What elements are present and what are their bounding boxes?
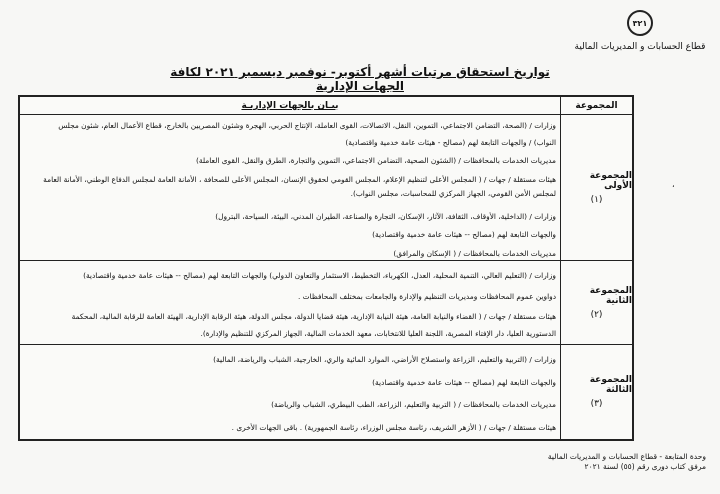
document-title: تواريخ استحقاق مرتبات أشهر أكتوبر- نوفمبر ديسمبر ٢٠٢١ لكافة الجهات الإدارية xyxy=(170,65,550,93)
statement-line: دواوين عموم المحافظات ومديريات التنظيم والإدارة والجامعات بمختلف المحافظات . xyxy=(297,291,556,301)
group-name: المجموعة الثالثة xyxy=(589,375,632,395)
statement-line: وزارات / (التربية والتعليم، الزراعة واستصلاح الأراضي، الموارد المائية والري، الخارجية، الشباب والرياضة، المالية) xyxy=(213,355,556,364)
statement-line: وزارات / (الصحة، التضامن الاجتماعي، التموين، النقل، الاتصالات، القوى العاملة، الإنتاج الحربي، الهجرة وشئون المصريين بالخارج، قطاع الأعمال العام، شئون مجلس xyxy=(58,121,556,130)
table-row-group-3 xyxy=(20,345,632,439)
group-label xyxy=(560,261,632,344)
table-row-group-1 xyxy=(20,115,632,261)
statement-line: هيئات مستقلة / جهات / ( القضاء والنيابة العامة، هيئة النيابة الإدارية، هيئة قضايا الدولة، مجلس الدولة، هيئة الرقابة الإدارية، الهيئة العامة للرقابة المالية، المحكمة xyxy=(71,312,556,321)
group-name: المجموعة الثانية xyxy=(589,285,632,306)
ministry-logo-icon xyxy=(627,10,653,36)
statement-line: وزارات / (التعليم العالي، التنمية المحلية، العدل، الكهرباء، التخطيط، الاستثمار والتعاون الدولي) والجهات التابعة لهم (مصالح -- هيئات عامة خدمية واقتصادية) xyxy=(83,271,556,280)
table-row-group-2 xyxy=(20,261,632,345)
statement-line: والجهات التابعة لهم (مصالح -- هيئات عامة خدمية واقتصادية) xyxy=(372,377,556,387)
document-footer xyxy=(486,452,706,472)
header-block xyxy=(570,10,710,52)
statement-line: النواب) / والجهات التابعة لهم (مصالح - هيئات عامة خدمية واقتصادية) xyxy=(345,137,556,147)
group-statements xyxy=(24,347,556,433)
group-statements xyxy=(24,263,556,339)
table-header xyxy=(20,97,632,115)
entities-table xyxy=(18,95,634,441)
margin-mark: ، xyxy=(672,180,675,189)
statement-line: هيئات مستقلة / جهات / ( الأزهر الشريف، رئاسة مجلس الوزراء، رئاسة الجمهورية) . باقى الجهات الأخرى . xyxy=(231,422,556,432)
group-name: المجموعة الأولى xyxy=(589,170,632,191)
sector-name: قطاع الحسابات و المديريات المالية xyxy=(574,42,706,52)
footer-unit: وحدة المتابعة - قطاع الحسابات و المديريات المالية xyxy=(547,452,706,461)
header-group-column: المجموعة xyxy=(560,97,632,115)
footer-reference: مرفق كتاب دورى رقم (٥٥) لسنة ٢٠٢١ xyxy=(584,462,706,471)
statement-line: مديريات الخدمات بالمحافظات / ( التربية والتعليم، الزراعة، الطب البيطري، الشباب والرياضة) xyxy=(271,400,556,409)
group-number: (٢) xyxy=(590,309,603,320)
group-label xyxy=(560,345,632,439)
statement-line: وزارات / (الداخلية، الأوقاف، الثقافة، الآثار، الإسكان، التجارة والصناعة، الطيران المدني، البيئة، السياحة، البترول) xyxy=(215,211,556,221)
statement-line: مديريات الخدمات بالمحافظات / ( الإسكان والمرافق) xyxy=(393,248,556,258)
header-statement-column: بيـان بالجهات الإداريـة xyxy=(241,101,339,111)
statement-line: مديريات الخدمات بالمحافظات / (الشئون الصحية، التضامن الاجتماعي، التموين والتجارة، الطرق والنقل، القوى العاملة) xyxy=(196,156,556,165)
group-label xyxy=(560,115,632,260)
logo-text: ٣٢١ xyxy=(632,18,648,28)
statement-line: الدستورية العليا، دار الإفتاء المصرية، اللجنة العليا للانتخابات، معهد الخدمات المالية، الجهاز المركزي للتنظيم والإدارة). xyxy=(200,328,556,338)
group-statements xyxy=(24,117,556,259)
statement-line: هيئات مستقلة / جهات / ( المجلس الأعلى لتنظيم الإعلام، المجلس القومي لحقوق الإنسان، المجلس الأعلى للصحافة ، الأمانة العامة لمجلس الدفاع الوطني، الأمانة العامة xyxy=(43,174,556,184)
group-number: (٣) xyxy=(590,399,603,409)
group-number: (١) xyxy=(590,194,603,205)
statement-line: والجهات التابعة لهم (مصالح -- هيئات عامة خدمية واقتصادية) xyxy=(372,230,556,239)
statement-line: لمجلس الأمن القومي، الجهاز المركزي للمحاسبات، مجلس النواب). xyxy=(350,189,556,198)
